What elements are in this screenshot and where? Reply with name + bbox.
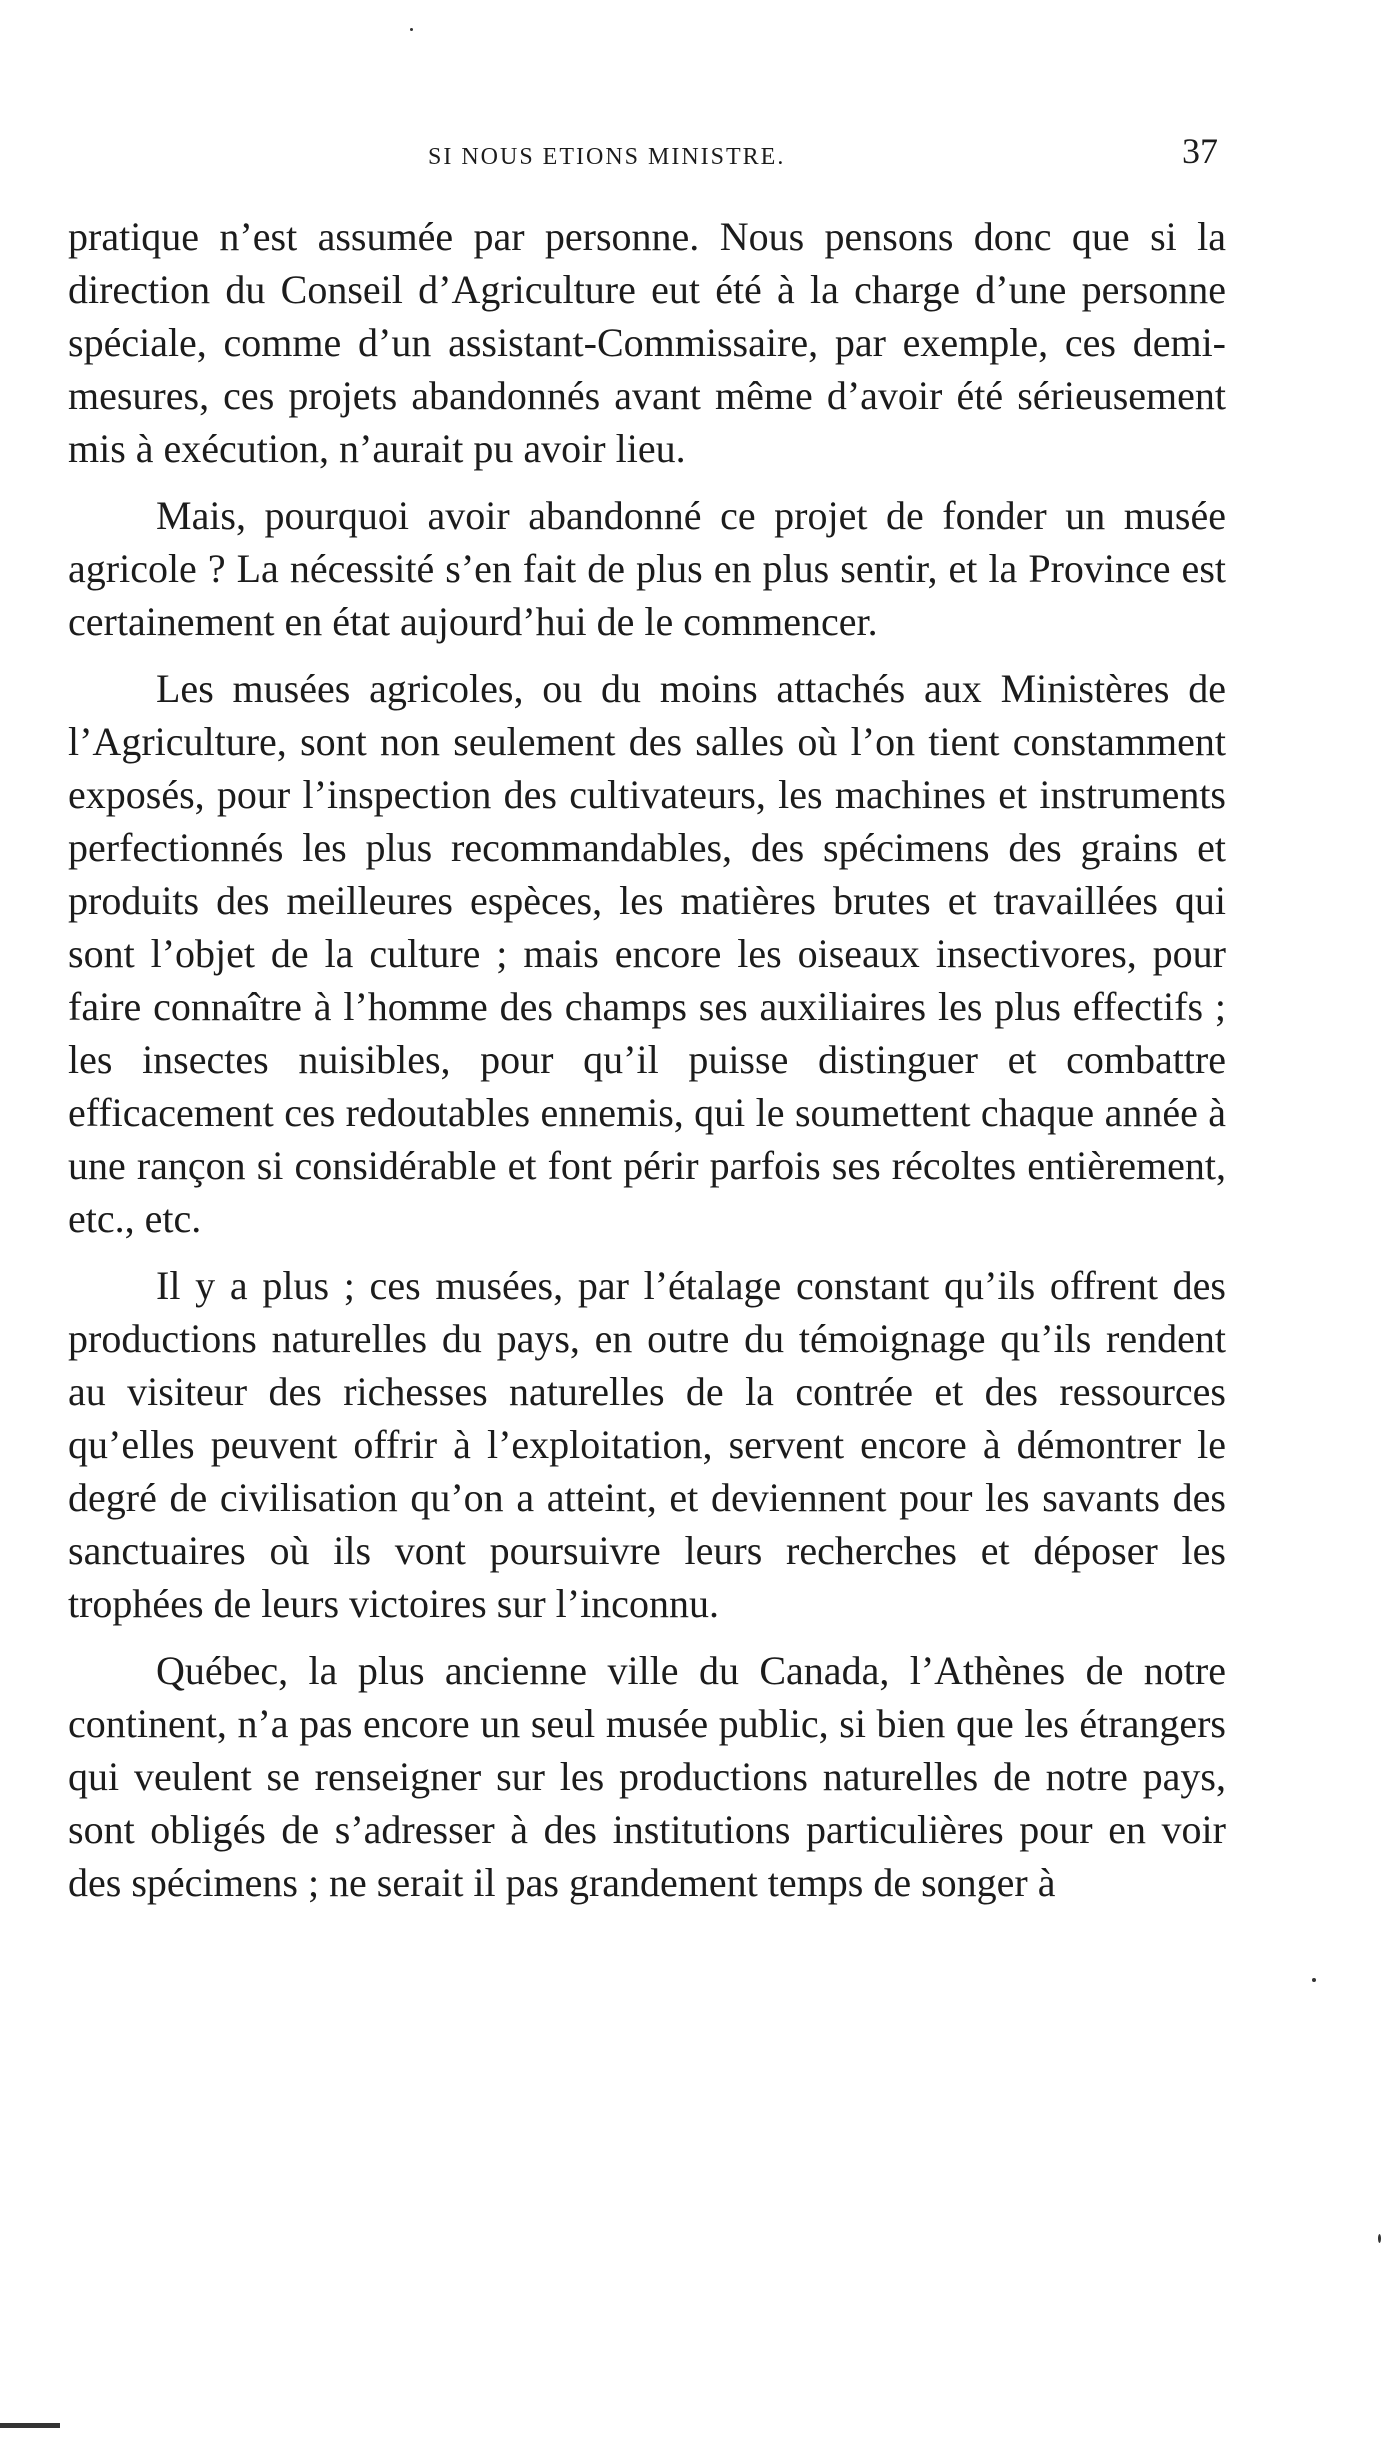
ink-speck — [1312, 1978, 1316, 1982]
ink-speck — [410, 28, 413, 31]
paragraph-5: Québec, la plus ancienne ville du Canada, l’Athènes de notre continent, n’a pas encore un seul musée public, si bien que les étrangers qui veulent se renseigner sur les productions naturelles de notre pays, sont obligés de s’adresser à des institutions particulières pour en voir des spécimens ; ne serait il pas grandement temps de songer à — [68, 1648, 1226, 1905]
ink-speck — [1378, 2234, 1381, 2243]
paragraph-1: pratique n’est assumée par personne. Nous pensons donc que si la direction du Conseil d’Agriculture eut été à la charge d’une personne spéciale, comme d’un assistant-Commissaire, par exemple, ces demi-mesures, ces projets abandonnés avant même d’avoir été sérieusement mis à exécution, n’aurait pu avoir lieu. — [68, 214, 1226, 471]
paragraph-2: Mais, pourquoi avoir abandonné ce projet de fonder un musée agricole ? La nécessité s’en fait de plus en plus sentir, et la Province est certainement en état aujourd’hui de le commencer. — [68, 493, 1226, 644]
paragraph-3: Les musées agricoles, ou du moins attachés aux Ministères de l’Agriculture, sont non seulement des salles où l’on tient constamment exposés, pour l’inspection des cultivateurs, les machines et instruments perfectionnés les plus recommandables, des spécimens des grains et produits des meilleures espèces, les matières brutes et travaillées qui sont l’objet de la culture ; mais encore les oiseaux insectivores, pour faire connaître à l’homme des champs ses auxiliaires les plus effectifs ; les insectes nuisibles, pour qu’il puisse distinguer et combattre efficacement ces redoutables ennemis, qui le soumettent chaque année à une rançon si considérable et font périr parfois ses récoltes entièrement, etc., etc. — [68, 666, 1226, 1241]
scan-edge-mark — [0, 2423, 60, 2428]
paragraph-4: Il y a plus ; ces musées, par l’étalage constant qu’ils offrent des productions naturelles du pays, en outre du témoignage qu’ils rendent au visiteur des richesses naturelles de la contrée et des ressources qu’elles peuvent offrir à l’exploitation, servent encore à démontrer le degré de civilisation qu’on a atteint, et deviennent pour les savants des sanctuaires où ils vont poursuivre leurs recherches et déposer les trophées de leurs victoires sur l’inconnu. — [68, 1263, 1226, 1626]
running-head — [68, 128, 1218, 178]
page-number: 37 — [1182, 131, 1218, 171]
body-text — [68, 210, 1226, 1923]
running-title: SI NOUS ETIONS MINISTRE. — [428, 144, 786, 170]
